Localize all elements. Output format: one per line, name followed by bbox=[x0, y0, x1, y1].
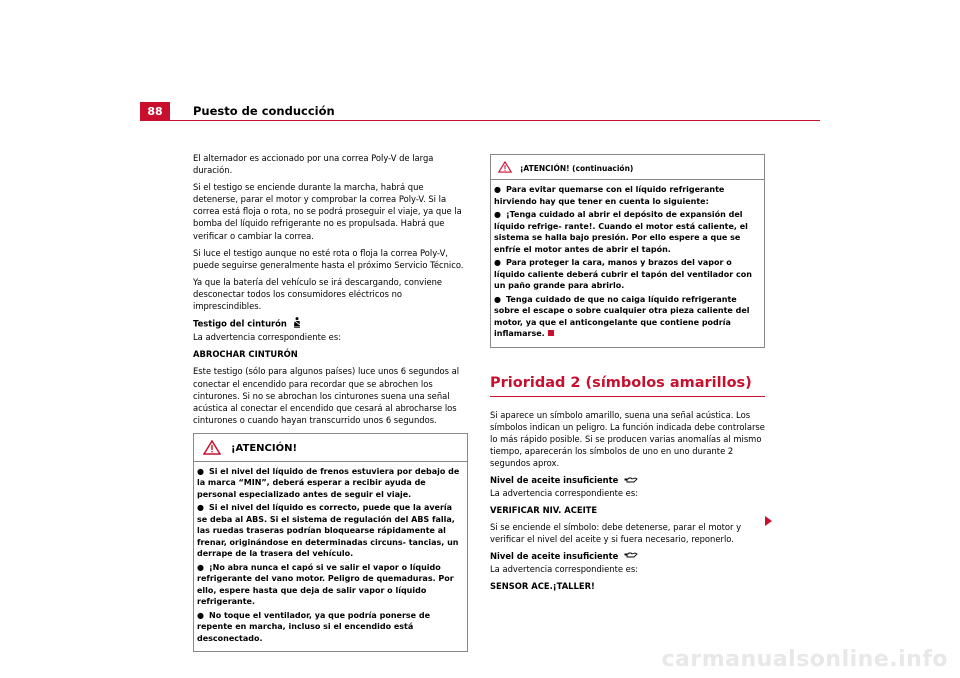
warning-item bbox=[494, 294, 761, 340]
paragraph: Si el testigo se enciende durante la marcha, habrá que detenerse, parar el motor y comprobar la correa Poly-V. Si la correa está floja o rota, no se podrá proseguir el viaje, ya que la bomba del líquido refrigerante no es propulsada. Habrá que verificar o cambiar la correa. bbox=[193, 182, 462, 241]
warning-item bbox=[197, 502, 464, 560]
paragraph: Si luce el testigo aunque no esté rota o floja la correa Poly-V, puede seguirse generalmente hasta el próximo Servicio Técnico. bbox=[193, 247, 464, 270]
oil-level-intro: La advertencia correspondiente es: bbox=[490, 487, 639, 498]
oil-level-heading-text: Nivel de aceite insuficiente bbox=[490, 475, 619, 486]
oil-sensor-message: SENSOR ACE.¡TALLER! bbox=[490, 580, 595, 591]
warning-item-text: Para proteger la cara, manos y brazos del vapor o líquido caliente deberá cubrir el tapón del ventilador con un paño grande para abrirlo. bbox=[494, 258, 752, 291]
warning-item-text: Si el nivel del líquido de frenos estuviera por debajo de la marca “MIN”, deberá esperar a recibir ayuda de personal especializado antes de seguir el viaje. bbox=[197, 466, 460, 499]
warning-box bbox=[193, 433, 468, 653]
warning-item bbox=[197, 466, 464, 501]
oil-sensor-heading bbox=[490, 550, 765, 563]
warning-item-text: Si el nivel del líquido es correcto, puede que la avería se deba al ABS. Si el sistema de regulación del ABS falla, las ruedas traseras podrían bloquearse rápidamente al frenar, originándose en determinadas circuns- tancias, un derrape de la trasera del vehículo. bbox=[197, 503, 459, 559]
header-divider bbox=[140, 120, 820, 121]
warning-item bbox=[197, 562, 464, 608]
warning-header bbox=[498, 161, 761, 176]
warning-box-continued bbox=[490, 154, 765, 348]
belt-intro: La advertencia correspondiente es: bbox=[193, 332, 342, 343]
warning-item-text: No toque el ventilador, ya que podría ponerse de repente en marcha, incluso si el encendido está desconectado. bbox=[197, 610, 431, 643]
bullet-icon: ● bbox=[494, 258, 501, 268]
belt-message: ABROCHAR CINTURÓN bbox=[193, 349, 298, 360]
bullet-icon: ● bbox=[494, 294, 501, 304]
bullet-icon: ● bbox=[197, 610, 204, 620]
warning-item bbox=[197, 610, 464, 645]
section-divider bbox=[490, 396, 765, 397]
bullet-icon: ● bbox=[197, 503, 204, 513]
page-number: 88 bbox=[140, 102, 170, 120]
left-column bbox=[193, 152, 468, 652]
bullet-icon: ● bbox=[494, 210, 501, 220]
warning-title: ¡ATENCIÓN! (continuación) bbox=[520, 163, 634, 173]
warning-title: ¡ATENCIÓN! bbox=[231, 442, 298, 454]
right-column bbox=[490, 152, 765, 597]
section-intro: Si aparece un símbolo amarillo, suena una señal acústica. Los símbolos indican un peligro. La función indicada debe controlarse lo más rápido posible. Si se producen varias anomalías al mismo tiempo, aparecerán los símbolos de uno en uno durante 2 segundos aprox. bbox=[490, 409, 765, 468]
oil-level-heading bbox=[490, 474, 765, 487]
bullet-icon: ● bbox=[197, 562, 204, 572]
warning-item-text: ¡Tenga cuidado al abrir el depósito de expansión del líquido refrige- rante!. Cuando el motor está caliente, el sistema se halla bajo presión. Por ello espere a que se enfríe el motor antes de abrir el tapón. bbox=[494, 210, 748, 254]
belt-text: Este testigo (sólo para algunos países) luce unos 6 segundos al conectar el encendido para recordar que se abrochen los cinturones. Si no se abrochan los cinturones suena una señal acústica al conectar el encendido que cesará al abrocharse los cinturones o cuando hayan transcurrido unos 6 segundos. bbox=[193, 366, 460, 425]
warning-triangle-icon bbox=[203, 440, 221, 458]
oil-level-message: VERIFICAR NIV. ACEITE bbox=[490, 504, 598, 515]
oil-level-text: Si se enciende el símbolo: debe detenerse, parar el motor y verificar el nivel del aceite y si fuera necesario, reponerlo. bbox=[490, 521, 742, 544]
warning-header bbox=[203, 440, 464, 458]
end-of-section-icon bbox=[548, 330, 554, 336]
page-title: Puesto de conducción bbox=[193, 104, 335, 118]
paragraph: Ya que la batería del vehículo se irá descargando, conviene desconectar todos los consumidores eléctricos no imprescindibles. bbox=[193, 276, 443, 312]
section-title: Prioridad 2 (símbolos amarillos) bbox=[490, 374, 752, 391]
oil-sensor-intro: La advertencia correspondiente es: bbox=[490, 563, 639, 574]
warning-divider bbox=[491, 179, 764, 180]
warning-item bbox=[494, 209, 761, 255]
continue-arrow-icon bbox=[765, 516, 772, 526]
warning-divider bbox=[194, 461, 467, 462]
warning-item bbox=[494, 257, 761, 292]
warning-item bbox=[494, 184, 761, 207]
warning-item-text: ¡No abra nunca el capó si ve salir el vapor o líquido refrigerante del vano motor. Peligro de quemaduras. Por ello, espere hasta que deja de salir vapor o líquido refrigerante. bbox=[197, 562, 454, 607]
paragraph: El alternador es accionado por una correa Poly-V de larga duración. bbox=[193, 153, 434, 176]
watermark: carmanualsonline.info bbox=[661, 647, 948, 672]
oil-can-icon bbox=[624, 475, 638, 487]
bullet-icon: ● bbox=[197, 466, 204, 476]
belt-heading-text: Testigo del cinturón bbox=[193, 318, 287, 329]
seatbelt-icon bbox=[293, 317, 301, 331]
bullet-icon: ● bbox=[494, 185, 501, 195]
oil-can-icon bbox=[624, 550, 638, 562]
belt-heading bbox=[193, 317, 468, 331]
warning-item-text: Tenga cuidado de que no caiga líquido refrigerante sobre el escape o sobre cualquier otra pieza caliente del motor, ya que el anticongelante que contiene podría inflamarse. bbox=[494, 294, 750, 339]
warning-triangle-icon bbox=[498, 161, 512, 176]
warning-item-text: Para evitar quemarse con el líquido refrigerante hirviendo hay que tener en cuenta lo siguiente: bbox=[494, 185, 725, 206]
oil-sensor-heading-text: Nivel de aceite insuficiente bbox=[490, 550, 619, 561]
